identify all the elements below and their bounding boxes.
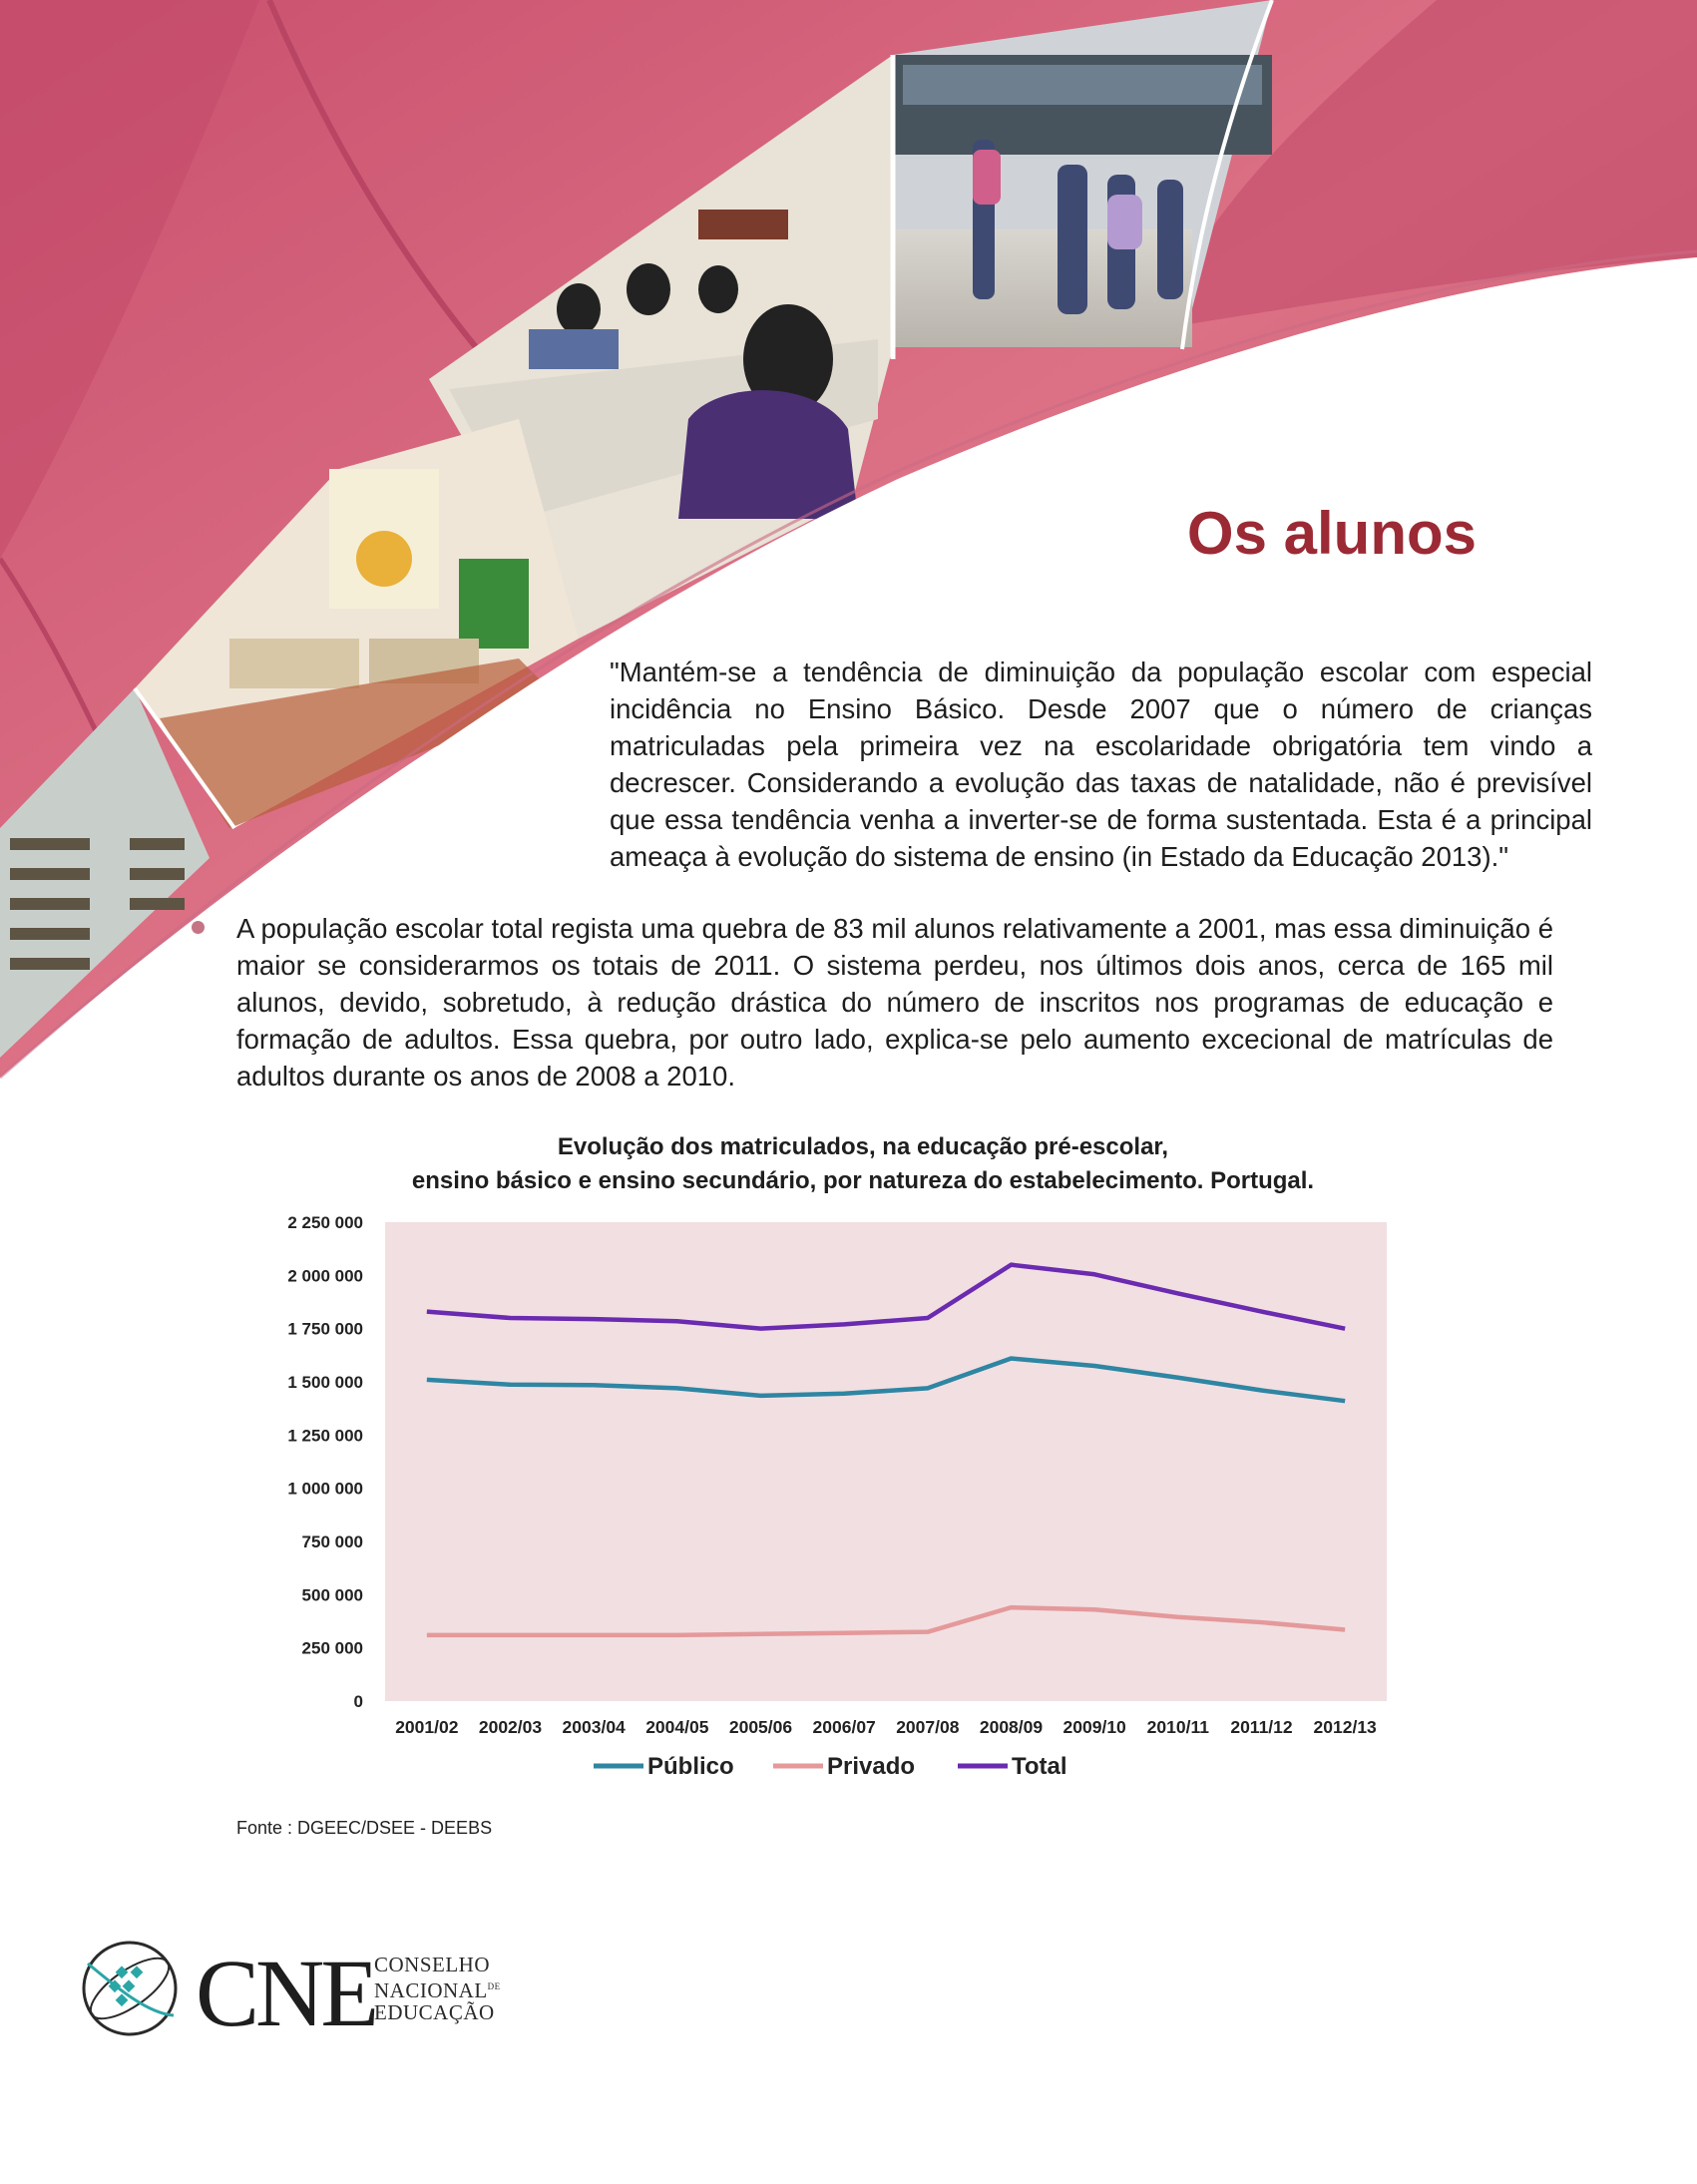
x-tick-label: 2009/10: [1062, 1717, 1126, 1737]
bullet-paragraph: A população escolar total regista uma quebra de 83 mil alunos relativamente a 2001, mas essa diminuição é maior se considerarmos os totais de 2011. O sistema perdeu, nos últimos dois anos, cerca de 165 mil alunos, devido, sobretudo, à redução drástica do número de inscritos nos programas de educação e formação de adultos. Essa quebra, por outro lado, explica-se pelo aumento excecional de matrículas de adultos durante os anos de 2008 a 2010.: [236, 913, 1553, 1092]
legend-label: Privado: [827, 1753, 916, 1780]
y-tick-label: 250 000: [301, 1638, 363, 1658]
page-title: Os alunos: [1186, 500, 1477, 567]
legend-label: Total: [1012, 1753, 1067, 1780]
x-tick-label: 2001/02: [395, 1717, 459, 1737]
chart-title-line-1: Evolução dos matriculados, na educação pré-escolar,: [557, 1133, 1169, 1160]
x-tick-label: 2008/09: [979, 1717, 1044, 1737]
chart-title-line-2: ensino básico e ensino secundário, por natureza do estabelecimento. Portugal.: [411, 1167, 1315, 1194]
x-axis: [395, 1717, 1377, 1737]
x-tick-label: 2003/04: [562, 1717, 626, 1737]
y-tick-label: 1 000 000: [287, 1479, 363, 1499]
plot-area: [385, 1222, 1387, 1701]
x-tick-label: 2012/13: [1313, 1717, 1377, 1737]
x-tick-label: 2002/03: [478, 1717, 543, 1737]
logo-line-3: EDUCAÇÃO: [374, 2000, 495, 2024]
x-tick-label: 2010/11: [1146, 1717, 1209, 1737]
chart-legend: [594, 1753, 1067, 1780]
y-tick-label: 1 750 000: [287, 1319, 363, 1339]
x-tick-label: 2005/06: [728, 1717, 793, 1737]
source-note: Fonte : DGEEC/DSEE - DEEBS: [236, 1818, 493, 1838]
x-tick-label: 2007/08: [896, 1717, 960, 1737]
logo-line-2-word: NACIONAL: [374, 1978, 488, 2002]
y-tick-label: 1 250 000: [287, 1426, 363, 1446]
logo-line-2-sup: DE: [487, 1981, 501, 1991]
y-tick-label: 2 250 000: [287, 1213, 363, 1232]
y-axis: [287, 1213, 363, 1711]
logo-line-1: CONSELHO: [374, 1953, 491, 1976]
legend-label: Público: [647, 1753, 734, 1780]
x-tick-label: 2006/07: [812, 1717, 876, 1737]
quote-paragraph: "Mantém-se a tendência de diminuição da população escolar com especial incidência no Ensino Básico. Desde 2007 que o número de crianças matriculadas pela primeira vez na escolaridade obrigatória tem vindo a decrescer. Considerando a evolução das taxas de natalidade, não é previsível que essa tendência venha a inverter-se de forma sustentada. Esta é a principal ameaça à evolução do sistema de ensino (in Estado da Educação 2013).": [610, 656, 1592, 872]
x-tick-label: 2011/12: [1230, 1717, 1293, 1737]
y-tick-label: 2 000 000: [287, 1266, 363, 1286]
y-tick-label: 750 000: [301, 1532, 363, 1551]
x-tick-label: 2004/05: [645, 1717, 709, 1737]
line-chart: [229, 1202, 1407, 1801]
y-tick-label: 500 000: [301, 1585, 363, 1605]
bullet-marker: [192, 921, 205, 934]
logo-letters: CNE: [196, 1940, 375, 2043]
y-tick-label: 0: [353, 1692, 363, 1711]
logo-wordmark: [374, 1954, 501, 2023]
chart-title: [299, 1130, 1427, 1198]
logo-globe-icon: [82, 1943, 178, 2034]
logo-line-2: [374, 1975, 501, 2001]
y-tick-label: 1 500 000: [287, 1373, 363, 1392]
